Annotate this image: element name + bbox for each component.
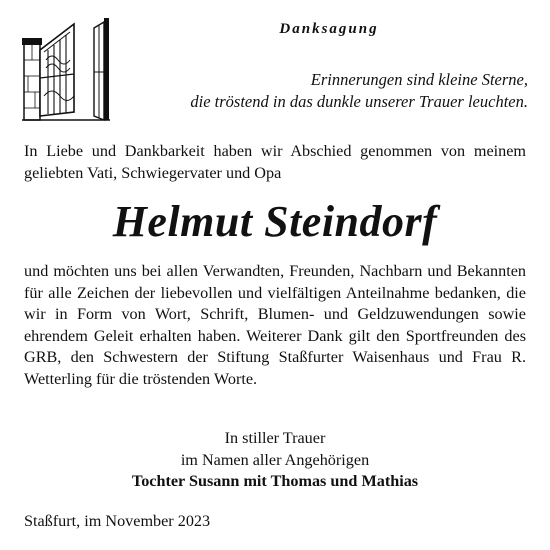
- deceased-name: Helmut Steindorf: [112, 197, 438, 246]
- quote-line-2: die tröstend in das dunkle unserer Trauer leuchten.: [190, 92, 528, 111]
- notice-heading: Danksagung: [279, 21, 379, 37]
- signoff-line-2: im Namen aller Angehörigen: [180, 450, 370, 469]
- intro-paragraph: In Liebe und Dankbarkeit haben wir Abschied genommen von meinem geliebten Vati, Schwiegervater und Opa: [24, 142, 526, 182]
- garden-gate-icon: [22, 16, 110, 122]
- thanks-paragraph: und möchten uns bei allen Verwandten, Freunden, Nachbarn und Bekannten für alle Zeichen der liebevollen und vielfältigen Anteilnahme bedanken, die wir in Form von Wort, Schrift, Blumen- und Geldzuwendungen sowie ehrendem Geleit erhalten haben. Weiterer Dank gilt den Sportfreunden des GRB, den Schwestern der Stiftung Staßfurter Waisenhaus und Frau R. Wetterling für die tröstenden Worte.: [24, 262, 526, 388]
- place-date: Staßfurt, im November 2023: [24, 512, 211, 530]
- signoff-block: [0, 428, 550, 493]
- quote-line-1: Erinnerungen sind kleine Sterne,: [310, 70, 528, 89]
- memorial-quote: [118, 69, 528, 113]
- signoff-line-1: In stiller Trauer: [224, 429, 326, 447]
- signoff-names: Tochter Susann mit Thomas und Mathias: [131, 472, 419, 491]
